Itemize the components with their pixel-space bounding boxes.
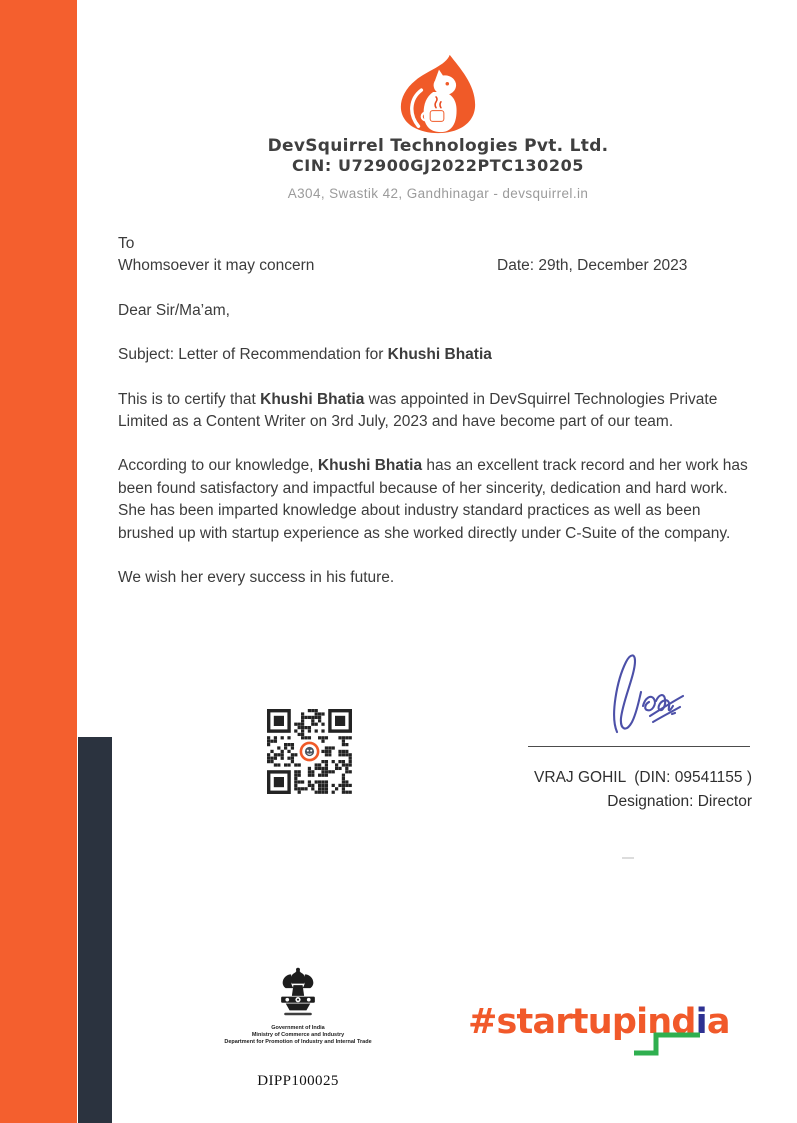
startupindia-prefix: #startupind (468, 1002, 696, 1042)
paragraph-2: According to our knowledge, Khushi Bhatia has an excellent track record and her work has been found satisfactory and impactful because of her sincerity, dedication and hard work. She has been imparted knowledge about industry standard practices as well as been brushed up with startup experience as she worked directly under C-Suite of the company. (118, 457, 748, 542)
signatory-designation: Designation: Director (607, 793, 752, 810)
startupindia-logo (468, 1000, 738, 1072)
gov-line-1: Government of India (271, 1025, 325, 1031)
startupindia-blue-i: i (695, 1002, 707, 1042)
company-address: A304, Swastik 42, Gandhinagar - devsquirrel.in (287, 186, 589, 201)
gov-line-3: Department for Promotion of Industry and Internal Trade (224, 1039, 372, 1045)
closing-line: We wish her every success in his future. (118, 569, 395, 587)
signatory-block (400, 769, 752, 811)
navy-side-bar (78, 737, 112, 1123)
signatory-name: VRAJ GOHIL (DIN: 09541155 ) (534, 769, 752, 786)
gov-line-2: Ministry of Commerce and Industry (251, 1032, 345, 1038)
company-name: DevSquirrel Technologies Pvt. Ltd. (267, 136, 609, 156)
handwritten-signature-icon (592, 650, 704, 746)
cin-number: CIN: U72900GJ2022PTC130205 (291, 156, 585, 175)
subject-line: Subject: Letter of Recommendation for Khushi Bhatia (118, 346, 492, 364)
letterhead (138, 54, 738, 201)
qr-center-badge-icon (298, 740, 321, 763)
qr-code-icon (267, 709, 352, 794)
devsquirrel-logo-icon (395, 54, 481, 134)
recipient-block (118, 233, 749, 278)
ashoka-emblem-icon (275, 964, 321, 1020)
signature-line (528, 746, 750, 747)
to-label: To (118, 235, 135, 252)
dipp-number: DIPP100025 (257, 1073, 339, 1089)
government-recognition-block (176, 964, 420, 1090)
salutation: Dear Sir/Ma’am, (118, 301, 230, 319)
orange-side-bar (0, 0, 77, 1123)
startupindia-suffix: a (706, 1002, 730, 1042)
startupindia-stair-icon (631, 1030, 703, 1058)
paragraph-1: This is to certify that Khushi Bhatia was appointed in DevSquirrel Technologies Private Limited as a Content Writer on 3rd July, 2023 and have become part of our team. (118, 390, 718, 431)
date-text: Date: 29th, December 2023 (497, 257, 688, 275)
recipient-line: Whomsoever it may concern (118, 257, 315, 275)
letter-body (118, 233, 749, 589)
faint-mark (622, 857, 634, 859)
